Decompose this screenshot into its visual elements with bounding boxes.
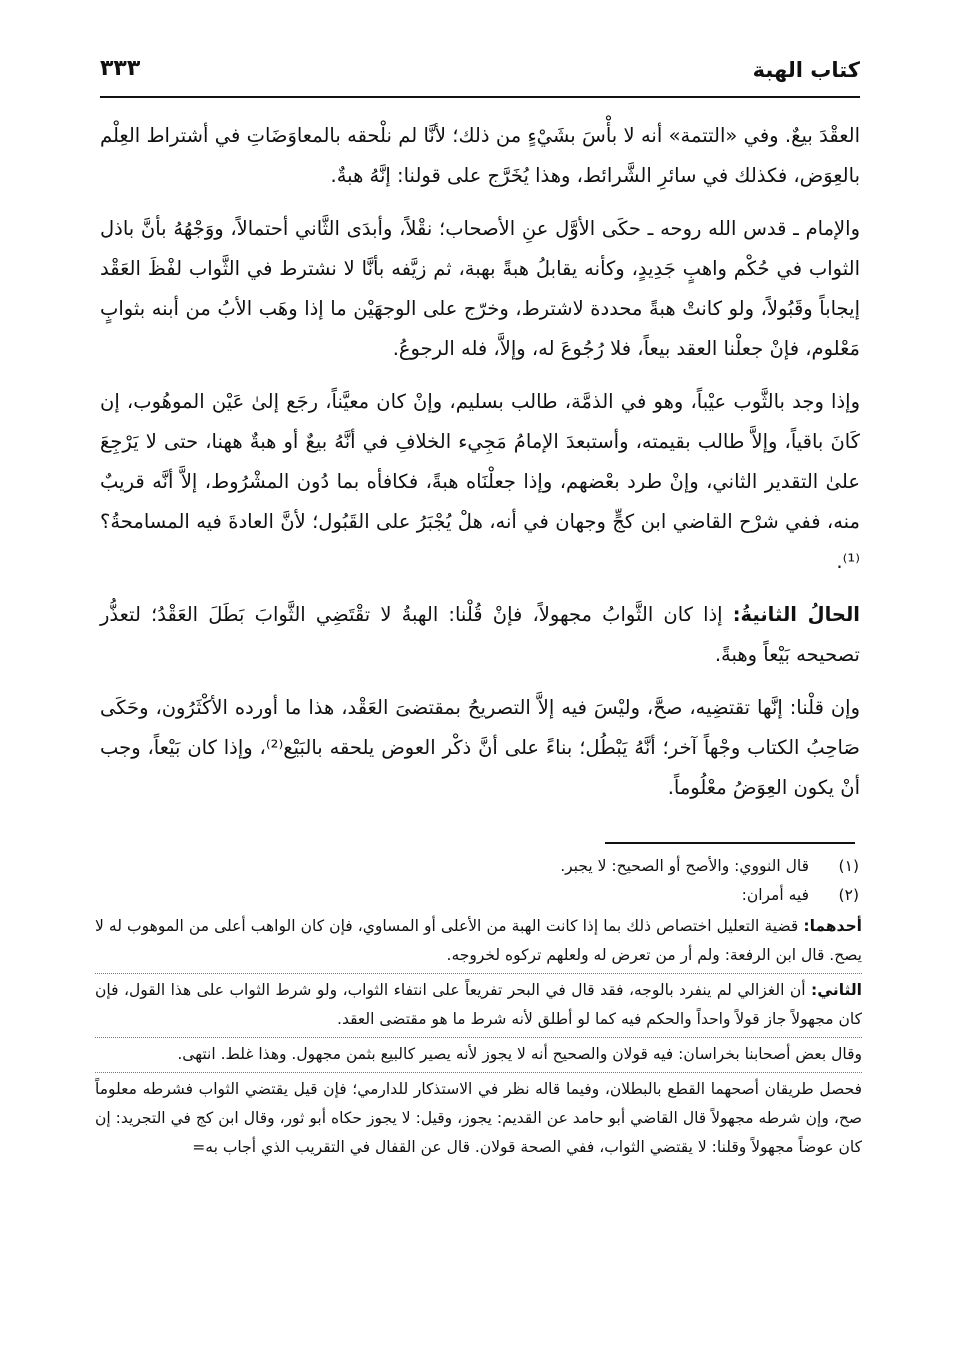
page-number: ٣٣٣ <box>100 56 141 81</box>
footnote-text: فيه أمران: <box>741 886 809 904</box>
footnote-block-text: أن الغزالي لم ينفرد بالوجه، فقد قال في البحر تفريعاً على انتفاء الثواب، ولو شرط الثواب على هذا القول، فإن كان مجهولاً جاز قولاً واحداً والحكم فيه كما لو أطلق لأنه شرط ما هو مقتضى العقد. <box>95 981 862 1028</box>
paragraph-4 <box>100 595 860 675</box>
page-header <box>100 52 860 98</box>
footnote-block-1 <box>95 912 862 974</box>
paragraph-text: وإذا وجد بالثَّوب عيْباً، وهو في الذمَّة، طالب بسليم، وإنْ كان معيَّناً، رجَع إلىٰ عَيْن الموهُوب، إن كَانَ باقياً، وإلاَّ طالب بقيمته، وأستبعدَ الإمامُ مَجِيء الخلافِ في أنَّهُ بيعٌ أو هبةٌ ههنا، حتى لا يَرْجِعَ علىٰ التقدير الثاني، وإنْ طرد بعْضهم، وإذا جعلْنَاه هبةً، فكافأه بما دُون المشْرُوط، إلاَّ أنَّه قريبٌ منه، ففي شرْح القاضي ابن كجٍّ وجهان في أنه، هلْ يُجْبَرُ على القَبُول؛ لأنَّ العادةَ فيه المسامحةُ؟⁽¹⁾. <box>100 390 860 573</box>
paragraph-2 <box>100 209 860 369</box>
footnote-2 <box>95 881 862 910</box>
main-text <box>100 116 860 821</box>
paragraph-text: إذا كان الثَّوابُ مجهولاً، فإنْ قُلْنا: الهبةُ لا تقْتَضِي الثَّوابَ بَطَلَ العَقْدُ؛ لتعذُّر تصحيحه بَيْعاً وهبةً. <box>100 603 860 666</box>
footnote-number: (١) <box>838 857 859 875</box>
footnote-block-text: فحصل طريقان أصحهما القطع بالبطلان، وفيما قاله نظر في الاستذكار للدارمي؛ فإن قيل يقتضي الثواب فشرطه معلوماً صح، وإن شرطه مجهولاً قال القاضي أبو حامد عن القديم: يجوز، وقيل: لا يجوز حكاه أبو ثور، وقال ابن كج في التجريد: إن كان عوضاً مجهولاً وقلنا: لا يقتضي الثواب، ففي الصحة قولان. قال عن القفال في التقريب الذي أجاب به= <box>95 1080 862 1156</box>
footnote-divider <box>605 842 855 844</box>
paragraph-text: وإن قلْنا: إنَّها تقتضِيه، صحَّ، وليْسَ فيه إلاَّ التصريحُ بمقتضىَ العَقْد، هذا ما أورده الأكْثَرُون، وحَكَى صَاحِبُ الكتاب وجْهاً آخر؛ أنَّهُ يَبْطُل؛ بناءً على أنَّ ذكْر العوض يلحقه بالبَيْع⁽²⁾، وإذا كان بَيْعاً، وجب أنْ يكون العِوَضُ معْلُوماً. <box>100 696 860 799</box>
footnote-block-text: وقال بعض أصحابنا بخراسان: فيه قولان والصحيح أنه لا يجوز لأنه يصير كالبيع بثمن مجهول. وهذا غلط. انتهى. <box>177 1045 862 1063</box>
chapter-title: كتاب الهبة <box>752 58 860 82</box>
paragraph-text: والإمام ـ قدس الله روحه ـ حكَى الأوَّل عنِ الأصحاب؛ نقْلاً، وأبدَى الثَّاني أحتمالاً، ووَجْهُهُ بأنَّ باذل الثواب في حُكْم واهبٍ جَدِيدٍ، وكأنه يقابلُ هبةً بهبة، ثم زيَّفه بأنَّا لا نشترط في الثَّواب لفْظَ العَقْد إيجاباً وقَبُولاً، ولو كانتْ هبةً محددة لاشترط، وخرّج على الوجهَيْن ما إذا وهَب الأبُ من أبنه بثوابٍ مَعْلوم، فإنْ جعلْنا العقد بيعاً، فلا رُجُوعَ له، وإلاَّ، فله الرجوعُ. <box>100 217 860 360</box>
footnote-block-heading: الثاني: <box>811 981 862 999</box>
footnote-number: (٢) <box>838 886 859 904</box>
footnote-text: قال النووي: والأصح أو الصحيح: لا يجبر. <box>560 857 809 875</box>
paragraph-3 <box>100 382 860 582</box>
footnote-block-heading: أحدهما: <box>803 917 862 935</box>
paragraph-text: العقْدَ بيعٌ. وفي «التتمة» أنه لا بأْسَ بشَيْءٍ من ذلك؛ لأنَّا لم نلْحقه بالمعاوَضَاتِ في أشتراط العِلْم بالعِوَض، فكذلك في سائرِ الشَّرائط، وهذا يُخَرَّج على قولنا: إنَّهُ هبةٌ. <box>100 124 860 187</box>
footnote-1 <box>95 852 862 881</box>
paragraph-1 <box>100 116 860 196</box>
footnote-block-text: قضية التعليل اختصاص ذلك بما إذا كانت الهبة من الأعلى أو المساوي، فإن كان الواهب أعلى من الموهوب له لا يصح. قال ابن الرفعة: ولم أر من تعرض له ولعلهم تركوه لخروجه. <box>95 917 862 964</box>
paragraph-5 <box>100 688 860 808</box>
footnotes <box>95 852 862 1165</box>
footnote-block-4 <box>95 1075 862 1165</box>
footnote-block-2 <box>95 976 862 1038</box>
footnote-block-3 <box>95 1040 862 1073</box>
paragraph-heading: الحالُ الثانيةُ: <box>732 603 860 626</box>
